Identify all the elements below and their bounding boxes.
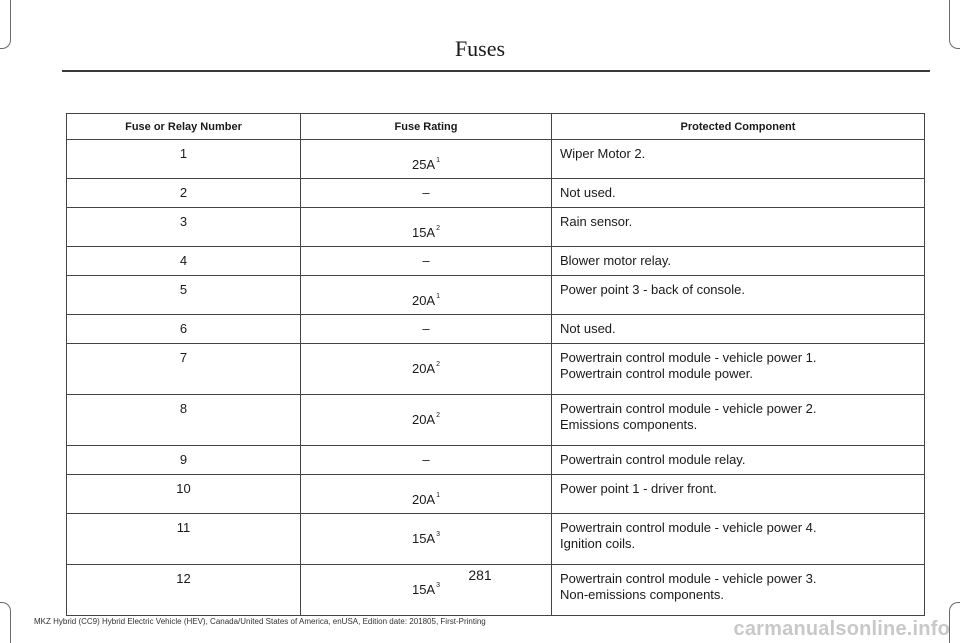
fuse-table-body (67, 140, 925, 616)
fuse-number-cell: 11 (67, 514, 301, 565)
table-row (67, 344, 925, 395)
protected-component-cell (552, 208, 925, 247)
protected-component-line: Blower motor relay. (560, 253, 672, 268)
fuse-rating-cell (301, 344, 552, 395)
fuse-rating-cell (301, 179, 552, 208)
fuse-table (66, 113, 925, 616)
table-row (67, 140, 925, 179)
fuse-number-cell: 8 (67, 395, 301, 446)
fuse-number-cell: 3 (67, 208, 301, 247)
protected-component-line: Rain sensor. (560, 214, 633, 229)
footnote-marker: 1 (436, 157, 441, 164)
footnote-marker: 3 (436, 531, 441, 538)
protected-component-line: Emissions components. (560, 417, 698, 432)
fuse-rating-value: – (422, 321, 430, 336)
footnote-marker: 2 (436, 225, 441, 232)
fuse-rating-value: 20A (411, 361, 436, 376)
fuse-number-cell: 1 (67, 140, 301, 179)
table-row (67, 208, 925, 247)
protected-component-cell (552, 247, 925, 276)
fuse-number-cell: 9 (67, 446, 301, 475)
column-header-number: Fuse or Relay Number (67, 114, 301, 140)
protected-component-line: Powertrain control module - vehicle power 1. (560, 350, 817, 365)
protected-component-line: Wiper Motor 2. (560, 146, 646, 161)
protected-component-line: Power point 1 - driver front. (560, 481, 717, 496)
fuse-rating-value: 15A (411, 582, 436, 597)
protected-component-line: Powertrain control module - vehicle power 3. (560, 571, 817, 586)
protected-component-line: Powertrain control module power. (560, 366, 753, 381)
crop-mark-bottom-right (949, 602, 960, 643)
protected-component-line: Power point 3 - back of console. (560, 282, 745, 297)
page-number: 281 (468, 567, 492, 583)
column-header-component: Protected Component (552, 114, 925, 140)
table-row (67, 276, 925, 315)
fuse-rating-value: – (422, 185, 430, 200)
table-row (67, 514, 925, 565)
fuse-rating-cell (301, 315, 552, 344)
page-title: Fuses (454, 36, 506, 61)
protected-component-line: Not used. (560, 321, 616, 336)
fuse-rating-cell (301, 140, 552, 179)
protected-component-line: Powertrain control module relay. (560, 452, 746, 467)
protected-component-line: Powertrain control module - vehicle power 4. (560, 520, 817, 535)
fuse-rating-value: 20A (411, 293, 436, 308)
protected-component-line: Ignition coils. (560, 536, 636, 551)
footnote-marker: 1 (436, 492, 441, 499)
table-row (67, 315, 925, 344)
fuse-number-cell: 5 (67, 276, 301, 315)
fuse-rating-cell (301, 395, 552, 446)
watermark: carmanualsonline.info (733, 618, 950, 640)
protected-component-cell (552, 514, 925, 565)
fuse-rating-cell (301, 276, 552, 315)
footnote-marker: 2 (436, 412, 441, 419)
protected-component-line: Powertrain control module - vehicle power 2. (560, 401, 817, 416)
fuse-rating-value: 15A (411, 225, 436, 240)
protected-component-cell (552, 475, 925, 514)
title-divider (62, 70, 930, 72)
fuse-rating-value: – (422, 452, 430, 467)
fuse-rating-value: – (422, 253, 430, 268)
column-header-rating: Fuse Rating (301, 114, 552, 140)
protected-component-line: Not used. (560, 185, 616, 200)
fuse-rating-cell (301, 247, 552, 276)
fuse-number-cell: 10 (67, 475, 301, 514)
table-row (67, 247, 925, 276)
fuse-rating-value: 15A (411, 531, 436, 546)
protected-component-line: Non-emissions components. (560, 587, 725, 602)
table-row (67, 179, 925, 208)
protected-component-cell (552, 140, 925, 179)
fuse-rating-value: 20A (411, 412, 436, 427)
protected-component-cell (552, 276, 925, 315)
fuse-rating-cell (301, 446, 552, 475)
fuse-number-cell: 6 (67, 315, 301, 344)
protected-component-cell (552, 344, 925, 395)
fuse-rating-cell (301, 208, 552, 247)
crop-mark-bottom-left (0, 602, 11, 643)
fuse-number-cell: 2 (67, 179, 301, 208)
fuse-number-cell: 7 (67, 344, 301, 395)
protected-component-cell (552, 446, 925, 475)
fuse-number-cell: 12 (67, 565, 301, 616)
fuse-rating-cell (301, 514, 552, 565)
footnote-marker: 2 (436, 361, 441, 368)
footer-edition-text: MKZ Hybrid (CC9) Hybrid Electric Vehicle (HEV), Canada/United States of America, enUSA, Edition date: 201805, First-Printing (34, 617, 486, 626)
table-row (67, 475, 925, 514)
fuse-rating-cell (301, 475, 552, 514)
protected-component-cell (552, 315, 925, 344)
footnote-marker: 3 (436, 582, 441, 589)
fuse-number-cell: 4 (67, 247, 301, 276)
table-row (67, 446, 925, 475)
table-header-row (67, 114, 925, 140)
table-row (67, 395, 925, 446)
protected-component-cell (552, 179, 925, 208)
protected-component-cell (552, 395, 925, 446)
footnote-marker: 1 (436, 293, 441, 300)
fuse-rating-value: 20A (411, 492, 436, 507)
fuse-rating-value: 25A (411, 157, 436, 172)
